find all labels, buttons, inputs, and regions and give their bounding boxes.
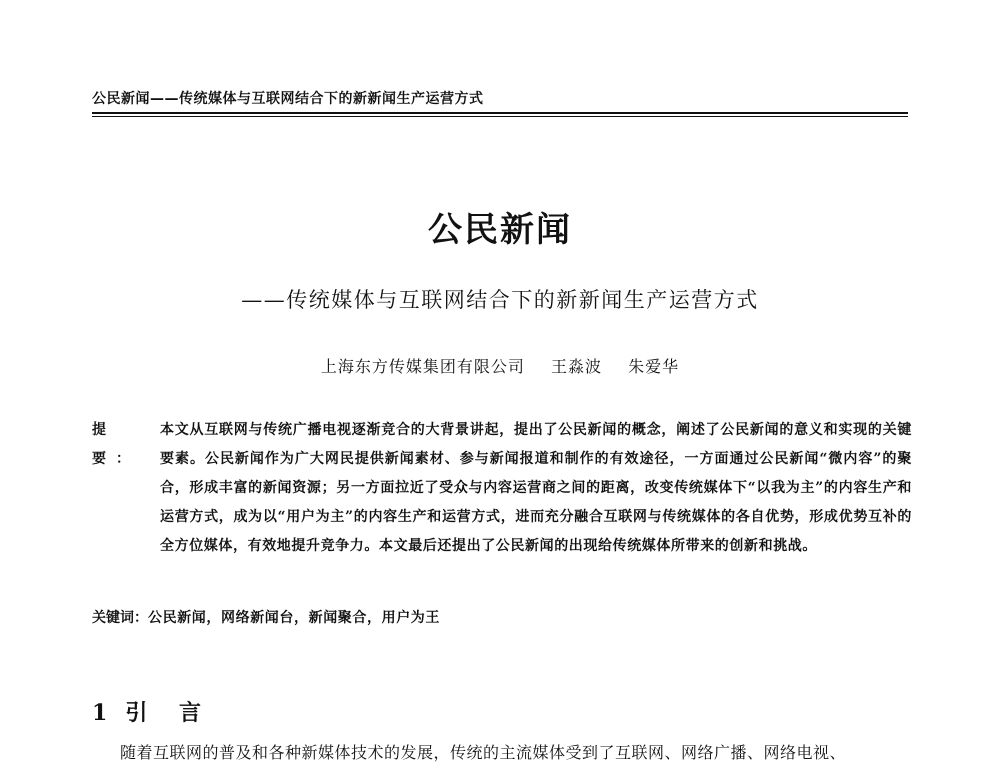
author-line: [0, 354, 1000, 377]
running-header: 公民新闻——传统媒体与互联网结合下的新新闻生产运营方式: [92, 88, 908, 114]
keywords-label: 关键词：: [92, 610, 148, 626]
section-number: 1: [92, 700, 108, 726]
keywords: [92, 604, 912, 632]
paper-subtitle: ——传统媒体与互联网结合下的新新闻生产运营方式: [241, 288, 759, 312]
section-title: 引 言: [125, 700, 213, 726]
author-name: 朱爱华: [628, 357, 680, 376]
author-name: 王淼波: [550, 357, 602, 376]
section-heading: [92, 696, 213, 727]
abstract: [92, 416, 912, 561]
affiliation: 上海东方传媒集团有限公司: [320, 357, 525, 376]
body-paragraph: 随着互联网的普及和各种新媒体技术的发展，传统的主流媒体受到了互联网、网络广播、网络电视、: [120, 743, 847, 762]
paper-title: 公民新闻: [428, 210, 572, 250]
abstract-label: 提 要：: [92, 422, 140, 467]
keywords-text: 公民新闻，网络新闻台，新闻聚合，用户为王: [148, 610, 440, 626]
abstract-text: 本文从互联网与传统广播电视逐渐竞合的大背景讲起，提出了公民新闻的概念，阐述了公民新闻的意义和实现的关键要素。公民新闻作为广大网民提供新闻素材、参与新闻报道和制作的有效途径，一方面通过公民新闻“微内容”的聚合，形成丰富的新闻资源；另一方面拉近了受众与内容运营商之间的距离，改变传统媒体下“以我为主”的内容生产和运营方式，成为以“用户为主”的内容生产和运营方式，进而充分融合互联网与传统媒体的各自优势，形成优势互补的全方位媒体，有效地提升竞争力。本文最后还提出了公民新闻的出现给传统媒体所带来的创新和挑战。: [160, 422, 912, 554]
